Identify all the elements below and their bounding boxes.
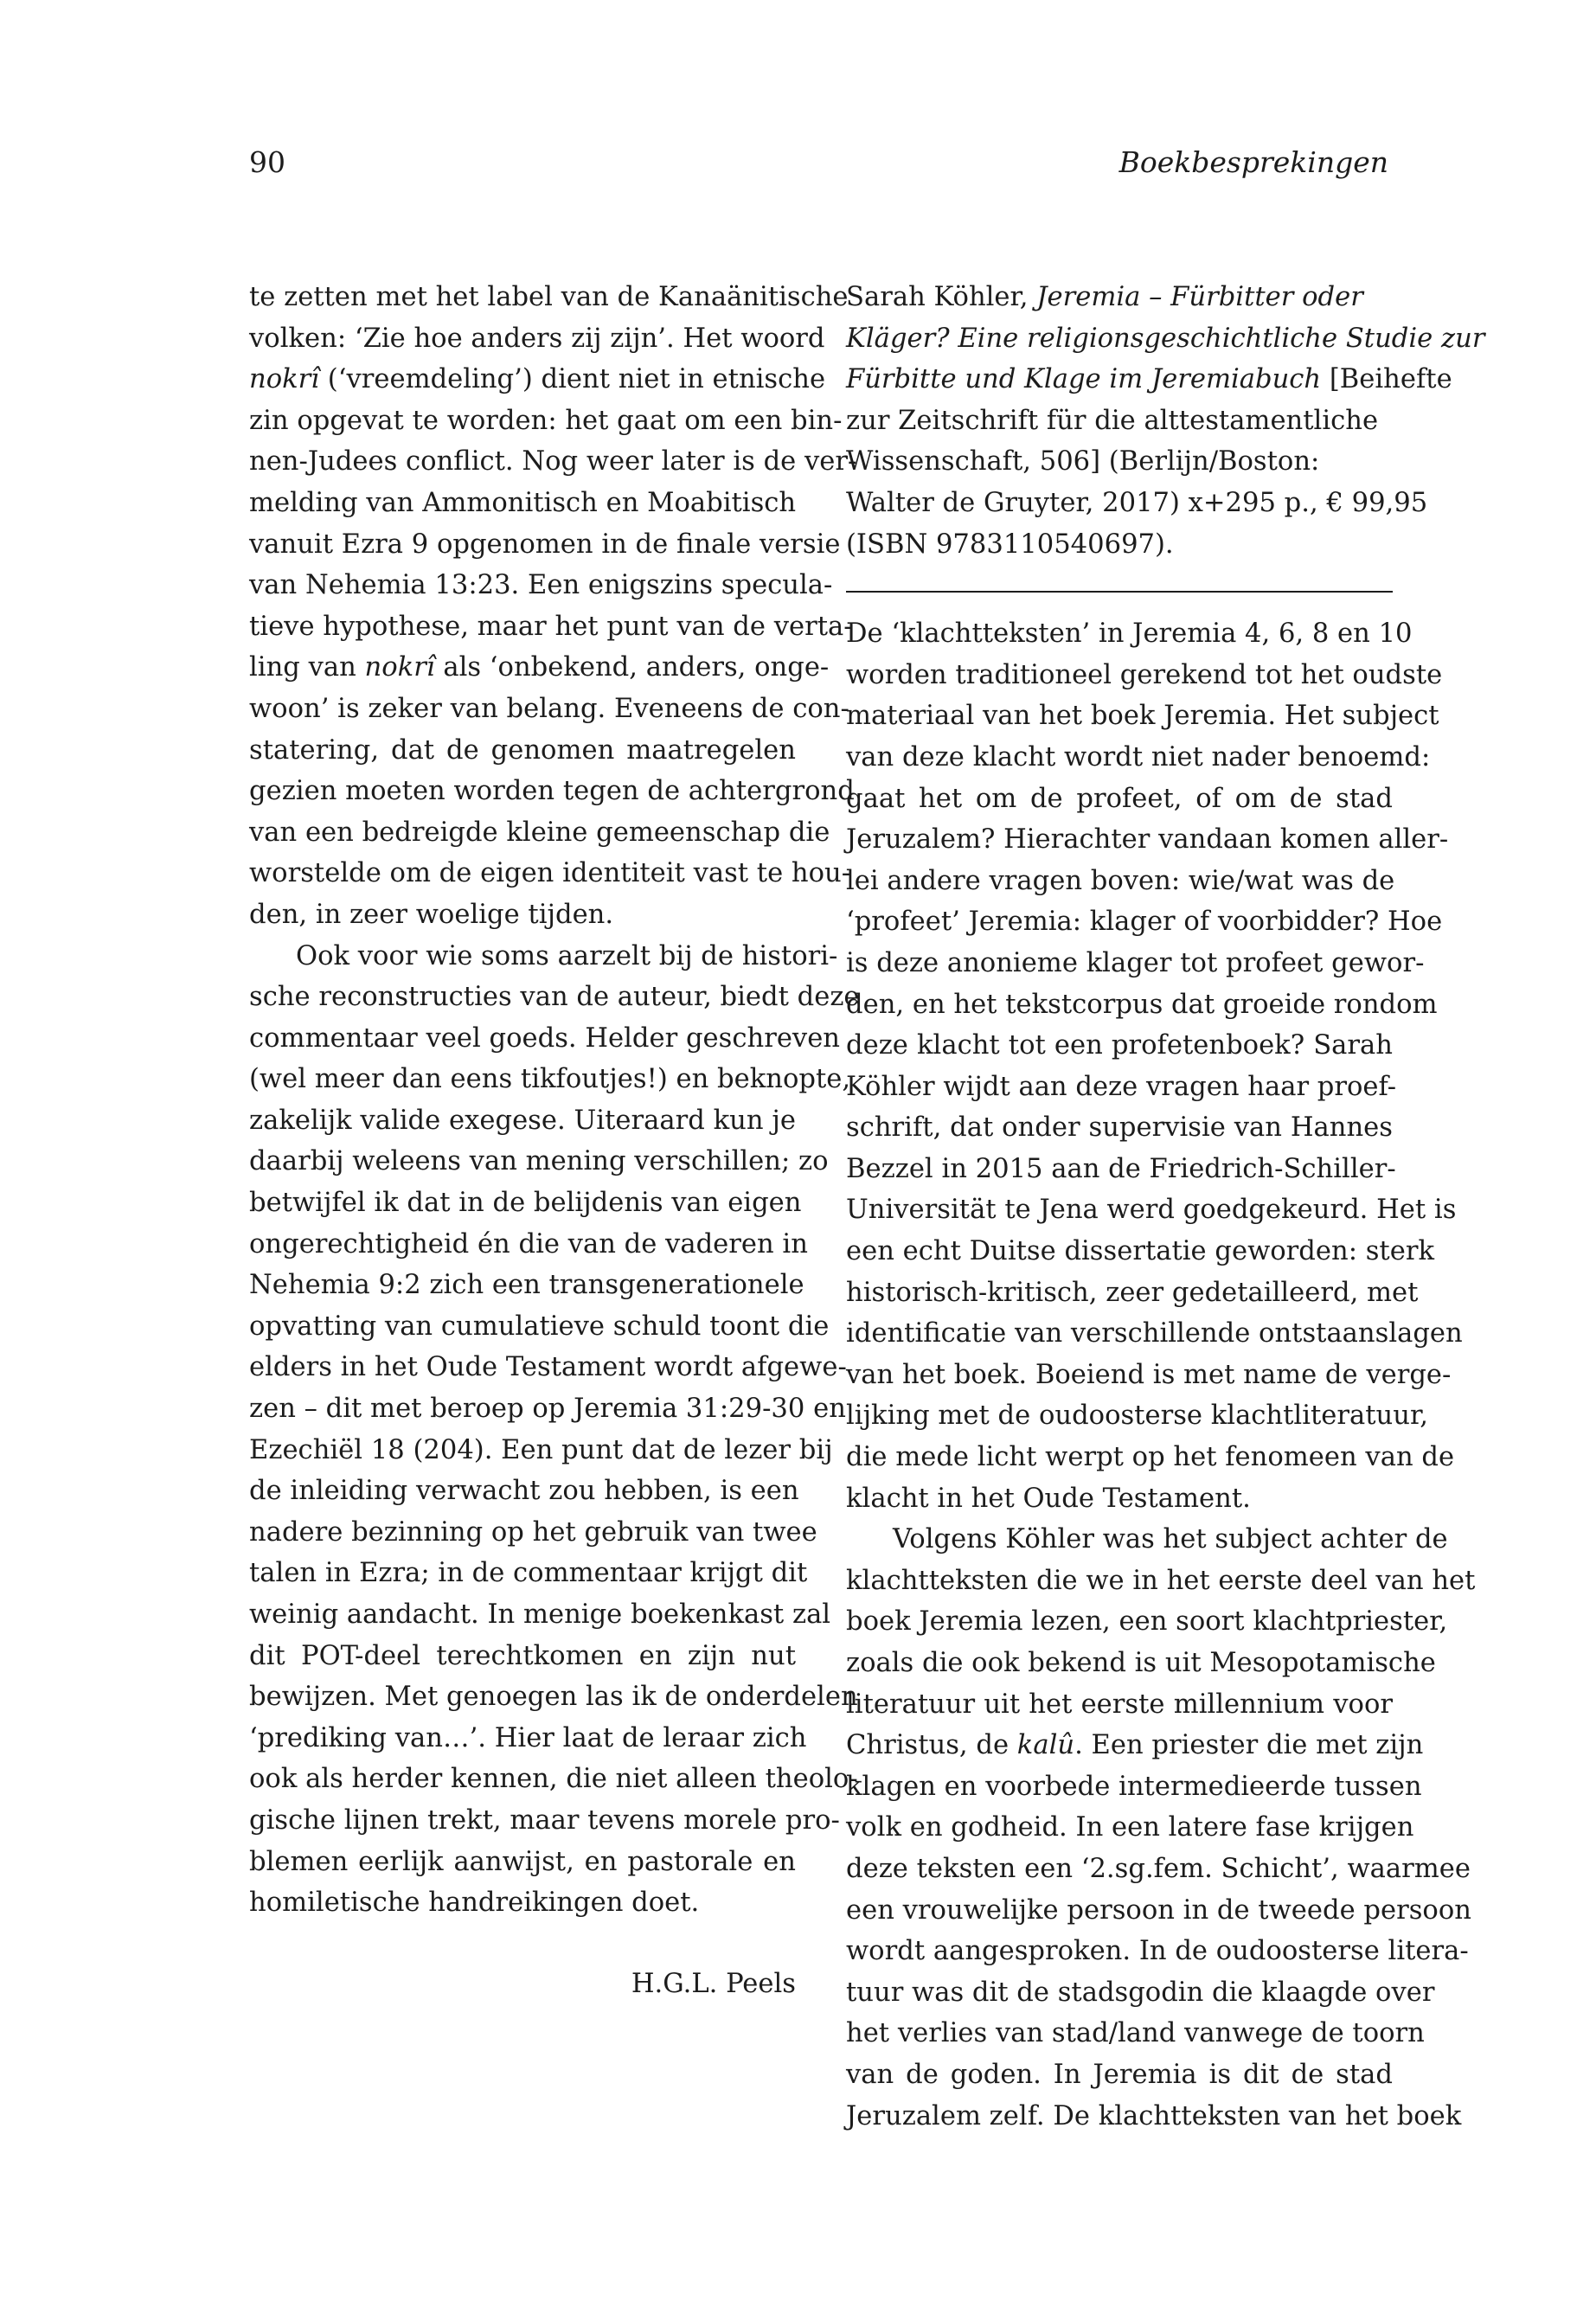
page-number: 90 <box>249 145 285 179</box>
text-line: betwijfel ik dat in de belijdenis van eigen <box>249 1188 802 1219</box>
text-line: van de goden. In Jeremia is dit de stad <box>846 2059 1393 2090</box>
italic-term: nokrî <box>249 364 320 395</box>
text-line: sche reconstructies van de auteur, biedt deze <box>249 982 860 1013</box>
text-line: bewijzen. Met genoegen las ik de onderdelen <box>249 1682 858 1713</box>
text-line: te zetten met het label van de Kanaänitische <box>249 282 849 312</box>
text-line: (wel meer dan eens tikfoutjes!) en beknopte, <box>249 1064 851 1095</box>
text-line: is deze anonieme klager tot profeet gewor- <box>846 947 1425 978</box>
text-line: daarbij weleens van mening verschillen; zo <box>249 1146 829 1177</box>
text-line: commentaar veel goeds. Helder geschreven <box>249 1022 841 1054</box>
text-line: worstelde om de eigen identiteit vast te hou- <box>249 858 851 889</box>
text-line: historisch-kritisch, zeer gedetailleerd, met <box>846 1277 1419 1308</box>
text-line: literatuur uit het eerste millennium voor <box>846 1689 1393 1720</box>
text-line: deze teksten een ‘2.sg.fem. Schicht’, waarmee <box>846 1853 1471 1884</box>
text-run: ling van <box>249 652 365 683</box>
text-line: het verlies van stad/land vanwege de toorn <box>846 2018 1425 2049</box>
text-line: Universität te Jena werd goedgekeurd. Het is <box>846 1195 1457 1226</box>
text-line: woon’ is zeker van belang. Eveneens de con- <box>249 693 849 724</box>
text-line: deze klacht tot een profetenboek? Sarah <box>846 1030 1393 1061</box>
italic-term: Jeremia – Fürbitter oder <box>1036 282 1363 312</box>
text-line: (ISBN 9783110540697). <box>846 529 1174 560</box>
text-line: tieve hypothese, maar het punt van de verta- <box>249 611 853 642</box>
text-line: wordt aangesproken. In de oudoosterse litera- <box>846 1936 1469 1967</box>
text-line: de inleiding verwacht zou hebben, is een <box>249 1476 799 1507</box>
text-line: Walter de Gruyter, 2017) x+295 p., € 99,95 <box>846 487 1428 518</box>
text-line: lijking met de oudoosterse klachtliteratuur, <box>846 1400 1428 1432</box>
text-line: zakelijk valide exegese. Uiteraard kun je <box>249 1105 796 1136</box>
italic-term: kalû <box>1016 1730 1075 1761</box>
text-line: den, in zeer woelige tijden. <box>249 899 614 930</box>
text-line: nadere bezinning op het gebruik van twee <box>249 1516 817 1548</box>
text-line: die mede licht werpt op het fenomeen van de <box>846 1442 1455 1473</box>
text-line: een echt Duitse dissertatie geworden: sterk <box>846 1236 1434 1267</box>
text-line: ‘prediking van…’. Hier laat de leraar zich <box>249 1722 807 1753</box>
text-line: gezien moeten worden tegen de achtergrond <box>249 776 855 807</box>
text-line: klachtteksten die we in het eerste deel van het <box>846 1565 1476 1596</box>
text-run: Christus, de <box>846 1730 1017 1761</box>
text-line <box>846 359 1452 401</box>
text-line: zin opgevat te worden: het gaat om een bin- <box>249 405 843 436</box>
italic-term: nokrî <box>364 652 435 683</box>
text-line: elders in het Oude Testament wordt afgewe- <box>249 1352 847 1383</box>
text-run: . Een priester die met zijn <box>1074 1730 1424 1761</box>
text-line: Köhler wijdt aan deze vragen haar proef- <box>846 1071 1397 1102</box>
left-column <box>249 277 860 2004</box>
text-line: weinig aandacht. In menige boekenkast zal <box>249 1599 831 1630</box>
text-line: Volgens Köhler was het subject achter de <box>893 1524 1448 1555</box>
text-line <box>249 647 830 689</box>
text-line: lei andere vragen boven: wie/wat was de <box>846 865 1395 896</box>
right-paragraph-2 <box>846 1519 1476 2137</box>
text-line: Jeruzalem? Hierachter vandaan komen aller- <box>846 824 1449 856</box>
text-line: gaat het om de profeet, of om de stad <box>846 783 1393 814</box>
text-line: volken: ‘Zie hoe anders zij zijn’. Het woord <box>249 323 825 354</box>
text-line: ongerechtigheid én die van de vaderen in <box>249 1228 808 1259</box>
text-line: talen in Ezra; in de commentaar krijgt dit <box>249 1558 808 1589</box>
text-run: [Beihefte <box>1321 364 1452 395</box>
italic-term: Fürbitte und Klage im Jeremiabuch <box>846 364 1322 395</box>
text-run: (‘vreemdeling’) dient niet in etnische <box>319 364 826 395</box>
text-line: Nehemia 9:2 zich een transgenerationele <box>249 1270 804 1301</box>
text-line: schrift, dat onder supervisie van Hannes <box>846 1112 1393 1144</box>
text-line: klacht in het Oude Testament. <box>846 1483 1251 1514</box>
text-line: van Nehemia 13:23. Een enigszins specula- <box>249 570 833 601</box>
text-line: materiaal van het boek Jeremia. Het subject <box>846 701 1439 732</box>
text-line: den, en het tekstcorpus dat groeide rondom <box>846 989 1438 1020</box>
text-line: van deze klacht wordt niet nader benoemd: <box>846 741 1431 772</box>
text-line: tuur was dit de stadsgodin die klaagde over <box>846 1977 1435 2008</box>
text-line: Jeruzalem zelf. De klachtteksten van het boek <box>846 2100 1462 2131</box>
text-line: melding van Ammonitisch en Moabitisch <box>249 487 797 518</box>
text-line: van het boek. Boeiend is met name de verge- <box>846 1359 1452 1390</box>
text-line: klagen en voorbede intermedieerde tussen <box>846 1771 1422 1802</box>
text-line: een vrouwelijke persoon in de tweede persoon <box>846 1894 1471 1926</box>
text-line: identificatie van verschillende ontstaanslagen <box>846 1318 1463 1349</box>
italic-term: Kläger? Eine religionsgeschichtliche Studie zur <box>846 323 1485 354</box>
text-run: Sarah Köhler, <box>846 282 1037 312</box>
reviewer-signature: H.G.L. Peels <box>631 1968 796 1999</box>
text-line: ‘profeet’ Jeremia: klager of voorbidder? Hoe <box>846 907 1443 938</box>
text-line: statering, dat de genomen maatregelen <box>249 734 796 766</box>
text-line <box>846 1725 1424 1766</box>
text-line: Ook voor wie soms aarzelt bij de histori- <box>296 940 838 971</box>
text-line: dit POT-deel terechtkomen en zijn nut <box>249 1640 796 1671</box>
text-line: Wissenschaft, 506] (Berlijn/Boston: <box>846 446 1320 478</box>
text-line: Bezzel in 2015 aan de Friedrich-Schiller- <box>846 1153 1396 1184</box>
text-line: opvatting van cumulatieve schuld toont die <box>249 1311 830 1342</box>
text-line: zoals die ook bekend is uit Mesopotamische <box>846 1648 1436 1678</box>
left-paragraph-2 <box>249 936 860 1924</box>
text-line: van een bedreigde kleine gemeenschap die <box>249 817 830 848</box>
text-line <box>846 318 1485 360</box>
text-run: als ‘onbekend, anders, onge- <box>434 652 830 683</box>
text-line: zur Zeitschrift für die alttestamentliche <box>846 405 1379 436</box>
right-paragraph-1 <box>846 613 1463 1519</box>
text-line: volk en godheid. In een latere fase krijgen <box>846 1812 1414 1843</box>
text-line: Ezechiël 18 (204). Een punt dat de lezer bij <box>249 1434 833 1465</box>
text-line: homiletische handreikingen doet. <box>249 1888 700 1919</box>
text-line: worden traditioneel gerekend tot het oudste <box>846 659 1443 690</box>
book-bibliography <box>846 277 1485 565</box>
text-line: blemen eerlijk aanwijst, en pastorale en <box>249 1846 796 1877</box>
text-line: vanuit Ezra 9 opgenomen in de finale versie <box>249 529 841 560</box>
text-line: gische lijnen trekt, maar tevens morele pro- <box>249 1804 840 1836</box>
text-line: ook als herder kennen, die niet alleen theolo- <box>249 1764 858 1795</box>
text-line: De ‘klachtteksten’ in Jeremia 4, 6, 8 en 10 <box>846 619 1413 650</box>
left-paragraph-1 <box>249 277 857 936</box>
text-line <box>249 359 826 401</box>
text-line: zen – dit met beroep op Jeremia 31:29-30 en <box>249 1394 846 1425</box>
running-head: Boekbesprekingen <box>1118 145 1388 179</box>
text-line: boek Jeremia lezen, een soort klachtpriester, <box>846 1606 1448 1638</box>
right-column <box>846 277 1485 2137</box>
separator-rule <box>846 591 1393 593</box>
text-line: nen-Judees conflict. Nog weer later is de ver- <box>249 446 857 478</box>
text-line <box>846 277 1393 318</box>
